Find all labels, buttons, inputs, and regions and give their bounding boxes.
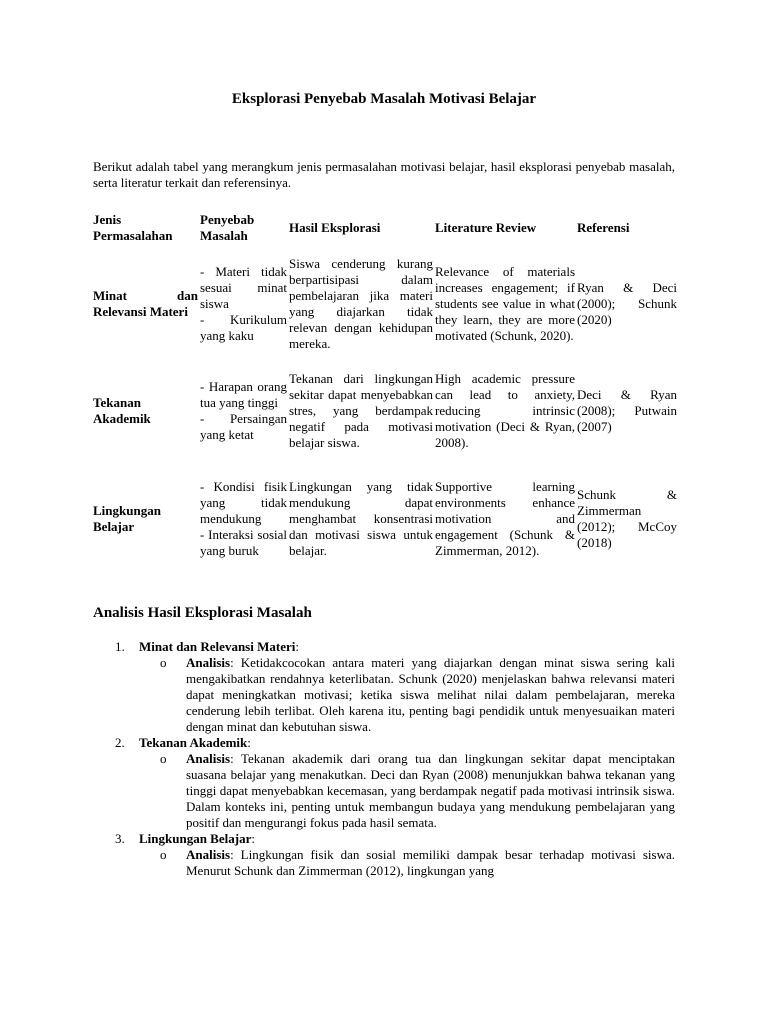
table-row [93,460,677,578]
list-number: 1. [115,639,125,654]
list-item [93,639,675,735]
list-item-heading: Minat dan Relevansi Materi: [139,639,299,654]
penyebab-item: - Persaingan yang ketat [200,411,287,442]
table-row [93,362,677,460]
header-literature: Literature Review [435,220,537,235]
analysis-text: Ketidakcocokan antara materi yang diajarkan dengan minat siswa sering kali mengakibatkan rendahnya keterlibatan. Schunk (2020) menjelaskan bahwa relevansi materi dapat meningkatkan motivasi; ketika siswa melihat nilai dalam pembelajaran, mereka cenderung lebih terlibat. Oleh karena itu, penting bagi pendidik untuk menyesuaikan materi dengan minat dan kebutuhan siswa. [186,655,675,734]
penyebab-item: - Materi tidak sesuai minat siswa [200,264,287,311]
analysis-paragraph: o Analisis: Tekanan akademik dari orang tua dan lingkungan sekitar dapat menciptakan suasana belajar yang menakutkan. Deci dan Ryan (2008) menunjukkan bahwa tekanan yang tinggi dapat menyebabkan kecemasan, yang berdampak negatif pada motivasi intrinsik siswa. Dalam konteks ini, penting untuk membangun budaya yang mendukung pembelajaran yang positif dan mengurangi fokus pada hasil semata. [160,751,675,830]
penyebab-item: - Interaksi sosial yang buruk [200,527,287,558]
problem-table [93,210,677,578]
cell-referensi: Deci & Ryan (2008); Putwain (2007) [577,387,677,434]
cell-jenis: Lingkungan Belajar [93,503,161,534]
intro-paragraph: Berikut adalah tabel yang merangkum jenis permasalahan motivasi belajar, hasil eksplorasi penyebab masalah, serta literatur terkait dan referensinya. [93,159,675,190]
cell-referensi: Ryan & Deci (2000); Schunk (2020) [577,280,677,327]
list-item-heading: Tekanan Akademik: [139,735,251,750]
list-item [93,735,675,831]
table-row [93,246,677,362]
list-number: 2. [115,735,125,750]
header-referensi: Referensi [577,220,630,235]
analysis-label: Analisis [186,847,231,862]
list-item-title: Lingkungan Belajar [139,831,252,846]
document-title: Eksplorasi Penyebab Masalah Motivasi Belajar [231,91,537,107]
cell-referensi: Schunk & Zimmerman (2012); McCoy (2018) [577,487,677,550]
analysis-paragraph: o Analisis: Ketidakcocokan antara materi yang diajarkan dengan minat siswa sering kali mengakibatkan rendahnya keterlibatan. Schunk (2020) menjelaskan bahwa relevansi materi dapat meningkatkan motivasi; ketika siswa melihat nilai dalam pembelajaran, mereka cenderung lebih terlibat. Oleh karena itu, penting bagi pendidik untuk menyesuaikan materi dengan minat dan kebutuhan siswa. [160,655,675,734]
list-item [93,831,675,879]
cell-hasil: Tekanan dari lingkungan sekitar dapat menyebabkan stres, yang berdampak negatif pada motivasi belajar siswa. [289,371,433,450]
list-item-heading: Lingkungan Belajar: [139,831,255,846]
analysis-label: Analisis [186,751,231,766]
list-item-title: Tekanan Akademik [139,735,248,750]
penyebab-item: - Kondisi fisik yang tidak mendukung [200,479,287,526]
penyebab-item: - Harapan orang tua yang tinggi [200,379,287,410]
cell-literature: Supportive learning environments enhance motivation and engagement (Schunk & Zimmerman, 2012). [435,479,575,558]
circle-bullet-icon: o [160,655,167,670]
cell-jenis: Minat dan Relevansi Materi [93,288,198,319]
analysis-heading: Analisis Hasil Eksplorasi Masalah [93,605,312,621]
list-item-title: Minat dan Relevansi Materi [139,639,296,654]
analysis-text: Tekanan akademik dari orang tua dan lingkungan sekitar dapat menciptakan suasana belajar yang menakutkan. Deci dan Ryan (2008) menunjukkan bahwa tekanan yang tinggi dapat menyebabkan kecemasan, yang berdampak negatif pada motivasi intrinsik siswa. Dalam konteks ini, penting untuk membangun budaya yang mendukung pembelajaran yang positif dan mengurangi fokus pada hasil semata. [186,751,675,830]
cell-penyebab [200,246,289,362]
penyebab-item: - Kurikulum yang kaku [200,312,287,343]
cell-hasil: Lingkungan yang tidak mendukung dapat menghambat konsentrasi dan motivasi siswa untuk belajar. [289,479,433,558]
header-penyebab: Penyebab Masalah [200,212,255,243]
analysis-label: Analisis [186,655,231,670]
analysis-paragraph: o Analisis: Lingkungan fisik dan sosial memiliki dampak besar terhadap motivasi siswa. Menurut Schunk dan Zimmerman (2012), lingkungan yang [160,847,675,878]
header-hasil: Hasil Eksplorasi [289,220,381,235]
cell-hasil: Siswa cenderung kurang berpartisipasi dalam pembelajaran jika materi yang diajarkan tidak relevan dengan kehidupan mereka. [289,256,433,351]
list-number: 3. [115,831,125,846]
analysis-text: Lingkungan fisik dan sosial memiliki dampak besar terhadap motivasi siswa. Menurut Schunk dan Zimmerman (2012), lingkungan yang [186,847,675,878]
circle-bullet-icon: o [160,751,167,766]
cell-penyebab [200,460,289,578]
cell-penyebab [200,362,289,460]
analysis-list [93,639,675,879]
cell-literature: Relevance of materials increases engagement; if students see value in what they learn, they are more motivated (Schunk, 2020). [435,264,575,343]
header-jenis: Jenis Permasalahan [93,212,173,243]
cell-literature: High academic pressure can lead to anxiety, reducing intrinsic motivation (Deci & Ryan, 2008). [435,371,575,450]
cell-jenis: Tekanan Akademik [93,395,151,426]
circle-bullet-icon: o [160,847,167,862]
table-header-row [93,210,677,246]
